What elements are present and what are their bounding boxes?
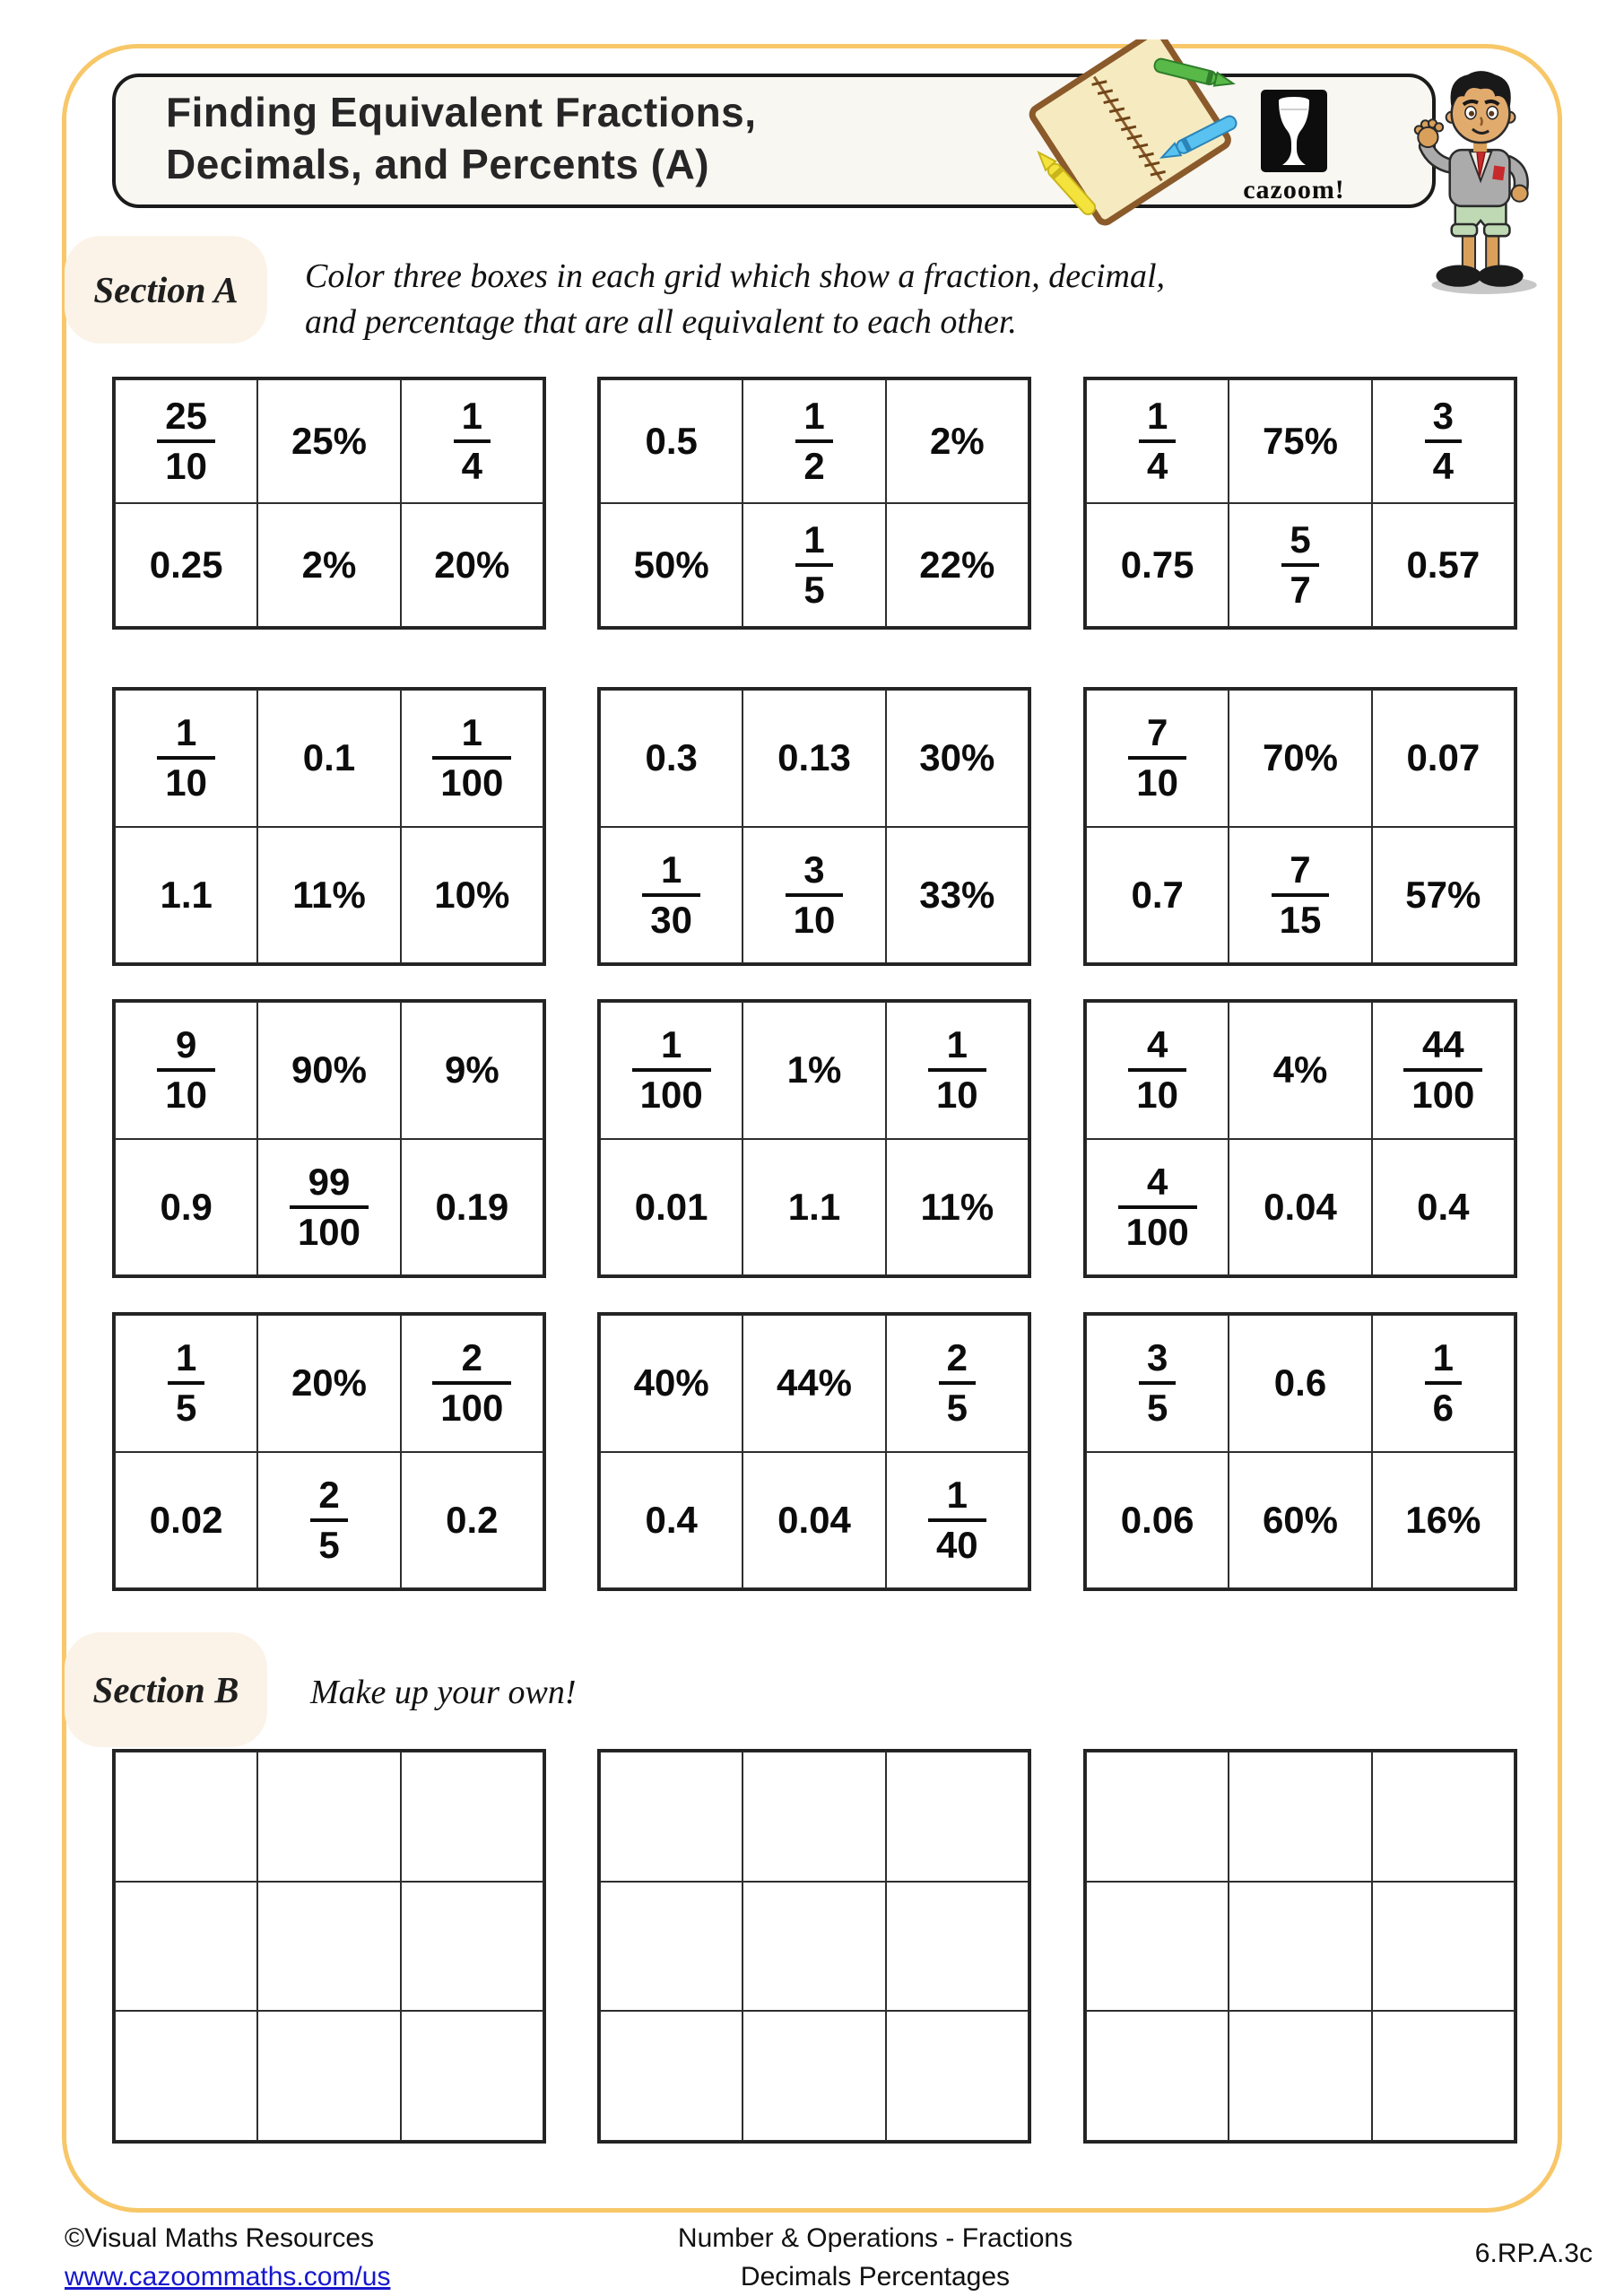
blank-cell[interactable]: [1086, 2011, 1229, 2141]
equivalence-grid-10: [112, 1312, 546, 1591]
equivalence-grid-6: [1083, 687, 1517, 966]
fraction-denominator: 10: [786, 893, 844, 939]
fraction-value: [1403, 1023, 1482, 1117]
fraction-numerator: 3: [1146, 1336, 1168, 1379]
worksheet-title-line1: Finding Equivalent Fractions,: [166, 89, 757, 135]
grid-cell[interactable]: 0.06: [1086, 1452, 1229, 1589]
grid-cell[interactable]: [1086, 1139, 1229, 1276]
fraction-denominator: 40: [928, 1518, 986, 1564]
grid-cell[interactable]: [115, 690, 257, 827]
grid-cell[interactable]: 0.5: [600, 379, 743, 503]
grid-cell[interactable]: 11%: [257, 827, 400, 964]
grid-cell[interactable]: [886, 1452, 1029, 1589]
grid-cell[interactable]: 0.3: [600, 690, 743, 827]
blank-cell[interactable]: [115, 1882, 257, 2012]
blank-cell[interactable]: [743, 1752, 885, 1882]
fraction-numerator: 7: [1146, 711, 1168, 754]
blank-cell[interactable]: [743, 1882, 885, 2012]
grid-cell[interactable]: 0.4: [600, 1452, 743, 1589]
fraction-value: [290, 1160, 369, 1253]
fraction-value: [1128, 711, 1186, 804]
fraction-value: [795, 397, 832, 485]
fraction-denominator: 5: [1139, 1381, 1176, 1427]
section-a-instruction: [305, 254, 1165, 345]
grid-cell[interactable]: 0.57: [1372, 503, 1515, 627]
make-your-own-grid-2: [597, 1749, 1031, 2144]
blank-cell[interactable]: [1229, 1752, 1371, 1882]
grid-cell[interactable]: 0.1: [257, 690, 400, 827]
footer-topic-block: [666, 2219, 1084, 2296]
grid-cell[interactable]: 0.2: [401, 1452, 543, 1589]
fraction-value: [432, 1336, 511, 1430]
fraction-value: [632, 1023, 711, 1117]
fraction-denominator: 100: [632, 1068, 711, 1114]
fraction-value: [432, 711, 511, 804]
fraction-denominator: 7: [1281, 563, 1318, 609]
equivalence-grid-7: [112, 999, 546, 1278]
grid-cell[interactable]: [401, 1315, 543, 1452]
fraction-denominator: 10: [157, 439, 215, 485]
grid-cell[interactable]: [743, 503, 885, 627]
fraction-value: [1118, 1160, 1197, 1253]
blank-cell[interactable]: [257, 2011, 400, 2141]
fraction-denominator: 100: [432, 1381, 511, 1427]
equivalence-grid-11: [597, 1312, 1031, 1591]
grid-cell[interactable]: 1%: [743, 1002, 885, 1139]
blank-cell[interactable]: [401, 2011, 543, 2141]
fraction-numerator: 1: [660, 848, 682, 891]
equivalence-grid-2: [597, 377, 1031, 630]
grid-cell[interactable]: 22%: [886, 503, 1029, 627]
fraction-value: [157, 711, 215, 804]
equivalence-grid-3: [1083, 377, 1517, 630]
fraction-value: [157, 1023, 215, 1117]
grid-cell[interactable]: 0.4: [1372, 1139, 1515, 1276]
grid-cell[interactable]: 70%: [1229, 690, 1371, 827]
cazoom-logo-text: cazoom!: [1243, 175, 1345, 204]
grid-cell[interactable]: 1.1: [743, 1139, 885, 1276]
blank-cell[interactable]: [1372, 1882, 1515, 2012]
grid-cell[interactable]: 40%: [600, 1315, 743, 1452]
fraction-value: [1425, 1336, 1462, 1430]
fraction-denominator: 10: [157, 756, 215, 802]
grid-cell[interactable]: 90%: [257, 1002, 400, 1139]
footer-copyright: ©Visual Maths Resources: [65, 2223, 375, 2253]
grid-cell[interactable]: [1229, 827, 1371, 964]
fraction-numerator: 1: [946, 1473, 968, 1516]
grid-cell[interactable]: [600, 827, 743, 964]
fraction-denominator: 5: [310, 1518, 347, 1564]
grid-cell[interactable]: [743, 379, 885, 503]
equivalence-grid-4: [112, 687, 546, 966]
fraction-denominator: 10: [1128, 1068, 1186, 1114]
worksheet-title-line2: Decimals, and Percents (A): [166, 141, 710, 187]
fraction-denominator: 10: [928, 1068, 986, 1114]
fraction-value: [310, 1473, 347, 1566]
fraction-numerator: 99: [308, 1160, 351, 1203]
grid-cell[interactable]: 2%: [886, 379, 1029, 503]
fraction-numerator: 3: [1432, 395, 1454, 437]
fraction-value: [1281, 518, 1318, 611]
grid-cell[interactable]: [1086, 1002, 1229, 1139]
fraction-numerator: 1: [1432, 1336, 1454, 1379]
fraction-denominator: 100: [1403, 1068, 1482, 1114]
footer-topic-line2: Decimals Percentages: [740, 2262, 1011, 2292]
fraction-value: [928, 1473, 986, 1566]
blank-cell[interactable]: [1229, 1882, 1371, 2012]
grid-cell[interactable]: 0.19: [401, 1139, 543, 1276]
section-a-label-text: Section A: [93, 269, 239, 310]
grid-cell[interactable]: [1372, 1315, 1515, 1452]
blank-cell[interactable]: [401, 1882, 543, 2012]
fraction-numerator: 2: [461, 1336, 482, 1379]
fraction-numerator: 1: [175, 711, 197, 754]
cazoom-logo-icon: [1261, 90, 1327, 172]
blank-cell[interactable]: [600, 1752, 743, 1882]
make-your-own-grid-1: [112, 1749, 546, 2144]
blank-cell[interactable]: [115, 1752, 257, 1882]
blank-cell[interactable]: [743, 2011, 885, 2141]
grid-cell[interactable]: [257, 1139, 400, 1276]
fraction-denominator: 15: [1272, 893, 1330, 939]
fraction-value: [928, 1023, 986, 1117]
section-b-label-text: Section B: [92, 1669, 239, 1710]
blank-cell[interactable]: [401, 1752, 543, 1882]
fraction-numerator: 2: [318, 1473, 340, 1516]
fraction-numerator: 44: [1421, 1023, 1464, 1066]
grid-cell[interactable]: 0.6: [1229, 1315, 1371, 1452]
grid-cell[interactable]: 33%: [886, 827, 1029, 964]
grid-cell[interactable]: [115, 379, 257, 503]
fraction-numerator: 9: [175, 1023, 197, 1066]
equivalence-grid-8: [597, 999, 1031, 1278]
grid-cell[interactable]: [886, 1002, 1029, 1139]
blank-cell[interactable]: [886, 2011, 1029, 2141]
grid-cell[interactable]: 0.02: [115, 1452, 257, 1589]
make-your-own-grid-3: [1083, 1749, 1517, 2144]
grid-cell[interactable]: [401, 690, 543, 827]
fraction-denominator: 10: [1128, 756, 1186, 802]
grid-cell[interactable]: 0.13: [743, 690, 885, 827]
fraction-denominator: 100: [432, 756, 511, 802]
fraction-denominator: 2: [795, 439, 832, 485]
fraction-numerator: 3: [803, 848, 825, 891]
notebook-crayons-illustration: [1012, 39, 1254, 228]
fraction-numerator: 1: [461, 395, 482, 437]
grid-cell[interactable]: 20%: [257, 1315, 400, 1452]
equivalence-grid-9: [1083, 999, 1517, 1278]
grid-cell[interactable]: 50%: [600, 503, 743, 627]
fraction-denominator: 10: [157, 1068, 215, 1114]
grid-cell[interactable]: [743, 827, 885, 964]
blank-cell[interactable]: [257, 1882, 400, 2012]
cazoom-logo: [1227, 90, 1361, 205]
fraction-denominator: 6: [1425, 1381, 1462, 1427]
fraction-numerator: 7: [1290, 848, 1311, 891]
grid-cell[interactable]: 25%: [257, 379, 400, 503]
blank-cell[interactable]: [1086, 1882, 1229, 2012]
grid-cell[interactable]: [1086, 379, 1229, 503]
fraction-denominator: 4: [1139, 439, 1176, 485]
grid-cell[interactable]: 10%: [401, 827, 543, 964]
blank-cell[interactable]: [115, 2011, 257, 2141]
grid-cell[interactable]: 57%: [1372, 827, 1515, 964]
grid-cell[interactable]: 60%: [1229, 1452, 1371, 1589]
blank-cell[interactable]: [886, 1752, 1029, 1882]
grid-cell[interactable]: 0.07: [1372, 690, 1515, 827]
grid-cell[interactable]: 20%: [401, 503, 543, 627]
grid-cell[interactable]: [401, 379, 543, 503]
fraction-value: [1425, 397, 1462, 485]
grid-cell[interactable]: [1086, 690, 1229, 827]
grid-cell[interactable]: [1086, 1315, 1229, 1452]
blank-cell[interactable]: [257, 1752, 400, 1882]
footer-standard-code: 6.RP.A.3c: [1474, 2239, 1593, 2268]
fraction-denominator: 5: [795, 563, 832, 609]
fraction-value: [1128, 1023, 1186, 1117]
grid-cell[interactable]: 0.01: [600, 1139, 743, 1276]
blank-cell[interactable]: [1086, 1752, 1229, 1882]
fraction-value: [168, 1336, 204, 1430]
section-b-instruction-text: Make up your own!: [310, 1674, 577, 1711]
fraction-value: [454, 397, 491, 485]
grid-cell[interactable]: 0.04: [1229, 1139, 1371, 1276]
footer-link[interactable]: www.cazoommaths.com/us: [65, 2262, 391, 2292]
fraction-numerator: 4: [1146, 1160, 1168, 1203]
grid-cell[interactable]: [257, 1452, 400, 1589]
footer-topic-line1: Number & Operations - Fractions: [677, 2223, 1073, 2253]
fraction-numerator: 1: [946, 1023, 968, 1066]
grid-cell[interactable]: 44%: [743, 1315, 885, 1452]
fraction-denominator: 100: [290, 1205, 369, 1251]
fraction-value: [939, 1336, 976, 1430]
equivalence-grid-1: [112, 377, 546, 630]
grid-cell[interactable]: 4%: [1229, 1002, 1371, 1139]
grid-cell[interactable]: 0.9: [115, 1139, 257, 1276]
student-character-illustration: [1392, 65, 1555, 296]
grid-cell[interactable]: 75%: [1229, 379, 1371, 503]
grid-cell[interactable]: [1372, 379, 1515, 503]
fraction-denominator: 5: [168, 1381, 204, 1427]
grid-cell[interactable]: 0.75: [1086, 503, 1229, 627]
fraction-value: [1272, 848, 1330, 941]
blank-cell[interactable]: [600, 2011, 743, 2141]
grid-cell[interactable]: 30%: [886, 690, 1029, 827]
grid-cell[interactable]: 0.25: [115, 503, 257, 627]
grid-cell[interactable]: 1.1: [115, 827, 257, 964]
section-b-instruction: [310, 1670, 577, 1716]
equivalence-grid-5: [597, 687, 1031, 966]
fraction-numerator: 25: [165, 395, 208, 437]
blank-cell[interactable]: [886, 1882, 1029, 2012]
fraction-denominator: 5: [939, 1381, 976, 1427]
fraction-value: [1139, 397, 1176, 485]
section-b-label: [65, 1632, 267, 1747]
fraction-numerator: 1: [1146, 395, 1168, 437]
fraction-numerator: 1: [803, 395, 825, 437]
grid-cell[interactable]: 2%: [257, 503, 400, 627]
fraction-value: [1139, 1336, 1176, 1430]
grid-cell[interactable]: 0.04: [743, 1452, 885, 1589]
blank-cell[interactable]: [600, 1882, 743, 2012]
blank-cell[interactable]: [1372, 2011, 1515, 2141]
fraction-numerator: 4: [1146, 1023, 1168, 1066]
fraction-value: [642, 848, 700, 941]
fraction-numerator: 1: [660, 1023, 682, 1066]
fraction-numerator: 1: [175, 1336, 197, 1379]
grid-cell[interactable]: 16%: [1372, 1452, 1515, 1589]
grid-cell[interactable]: [600, 1002, 743, 1139]
footer-copyright-block: [65, 2219, 390, 2296]
equivalence-grid-12: [1083, 1312, 1517, 1591]
fraction-numerator: 1: [803, 518, 825, 561]
fraction-value: [157, 397, 215, 485]
section-a-instruction-line1: Color three boxes in each grid which show a fraction, decimal,: [305, 257, 1166, 295]
fraction-denominator: 30: [642, 893, 700, 939]
fraction-value: [795, 518, 832, 611]
grid-cell[interactable]: 9%: [401, 1002, 543, 1139]
blank-cell[interactable]: [1229, 2011, 1371, 2141]
fraction-numerator: 1: [461, 711, 482, 754]
fraction-numerator: 5: [1290, 518, 1311, 561]
grid-cell[interactable]: 11%: [886, 1139, 1029, 1276]
grid-cell[interactable]: [115, 1002, 257, 1139]
fraction-denominator: 4: [1425, 439, 1462, 485]
grid-cell[interactable]: [886, 1315, 1029, 1452]
section-a-label: [65, 236, 267, 344]
fraction-numerator: 2: [946, 1336, 968, 1379]
fraction-value: [786, 848, 844, 941]
grid-cell[interactable]: [115, 1315, 257, 1452]
grid-cell[interactable]: [1372, 1002, 1515, 1139]
section-a-instruction-line2: and percentage that are all equivalent to each other.: [305, 303, 1017, 341]
blank-cell[interactable]: [1372, 1752, 1515, 1882]
grid-cell[interactable]: 0.7: [1086, 827, 1229, 964]
fraction-denominator: 100: [1118, 1205, 1197, 1251]
grid-cell[interactable]: [1229, 503, 1371, 627]
fraction-denominator: 4: [454, 439, 491, 485]
